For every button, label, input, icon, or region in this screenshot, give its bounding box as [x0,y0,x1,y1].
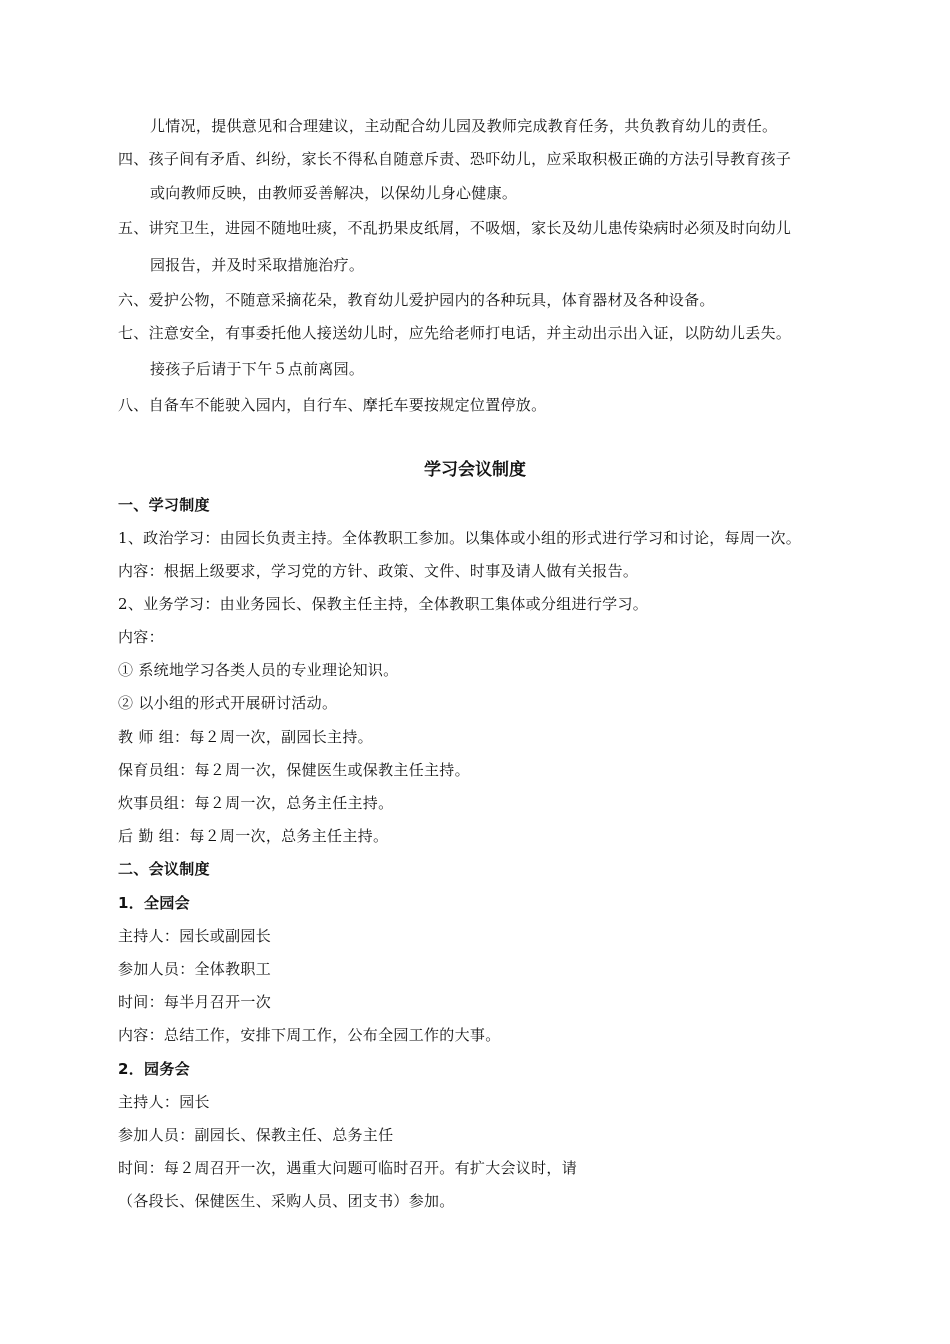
rule-5-line-1: 五、讲究卫生，进园不随地吐痰，不乱扔果皮纸屑，不吸烟，家长及幼儿患传染病时必须及时向幼儿 [118,219,792,237]
rule-3-continuation: 儿情况，提供意见和合理建议，主动配合幼儿园及教师完成教育任务，共负教育幼儿的责任。 [150,117,778,135]
rule-7-line-2: 接孩子后请于下午５点前离园。 [150,360,365,378]
affairs-time: 时间：每２周召开一次，遇重大问题可临时召开。有扩大会议时，请 [118,1159,578,1177]
affairs-extra: （各段长、保健医生、采购人员、团支书）参加。 [118,1192,455,1210]
group-logistics: 后 勤 组：每２周一次，总务主任主持。 [118,827,389,845]
meeting-heading: 二、会议制度 [118,860,210,878]
rule-5-line-2: 园报告，并及时采取措施治疗。 [150,256,365,274]
content-label: 内容： [118,628,164,646]
rule-4-line-1: 四、孩子间有矛盾、纠纷，家长不得私自随意斥责、恐吓幼儿，应采取积极正确的方法引导教育孩子 [118,150,792,168]
all-staff-meeting-heading: 1．全园会 [118,894,190,912]
all-staff-time: 时间：每半月召开一次 [118,993,272,1011]
group-teacher: 教 师 组：每２周一次，副园长主持。 [118,728,373,746]
all-staff-host: 主持人：园长或副园长 [118,927,272,945]
rule-8: 八、自备车不能驶入园内，自行车、摩托车要按规定位置停放。 [118,396,547,414]
study-point-2: ② 以小组的形式开展研讨活动。 [118,694,338,712]
all-staff-content: 内容：总结工作，安排下周工作，公布全园工作的大事。 [118,1026,501,1044]
political-study: 1、政治学习：由园长负责主持。全体教职工参加。以集体或小组的形式进行学习和讨论，每周一次。 [118,529,802,547]
study-heading: 一、学习制度 [118,496,210,514]
affairs-participants: 参加人员：副园长、保教主任、总务主任 [118,1126,394,1144]
group-nurse: 保育员组：每２周一次，保健医生或保教主任主持。 [118,761,470,779]
rule-6: 六、爱护公物，不随意采摘花朵，教育幼儿爱护园内的各种玩具，体育器材及各种设备。 [118,291,715,309]
affairs-host: 主持人：园长 [118,1093,210,1111]
rule-7-line-1: 七、注意安全，有事委托他人接送幼儿时，应先给老师打电话，并主动出示出入证，以防幼儿丢失。 [118,324,792,342]
rule-4-line-2: 或向教师反映，由教师妥善解决，以保幼儿身心健康。 [150,184,518,202]
group-cook: 炊事员组：每２周一次，总务主任主持。 [118,794,394,812]
political-study-content: 内容：根据上级要求，学习党的方针、政策、文件、时事及请人做有关报告。 [118,562,639,580]
business-study: 2、业务学习：由业务园长、保教主任主持，全体教职工集体或分组进行学习。 [118,595,649,613]
study-point-1: ① 系统地学习各类人员的专业理论知识。 [118,661,399,679]
section-title: 学习会议制度 [424,460,526,480]
all-staff-participants: 参加人员：全体教职工 [118,960,272,978]
affairs-meeting-heading: 2．园务会 [118,1060,190,1078]
